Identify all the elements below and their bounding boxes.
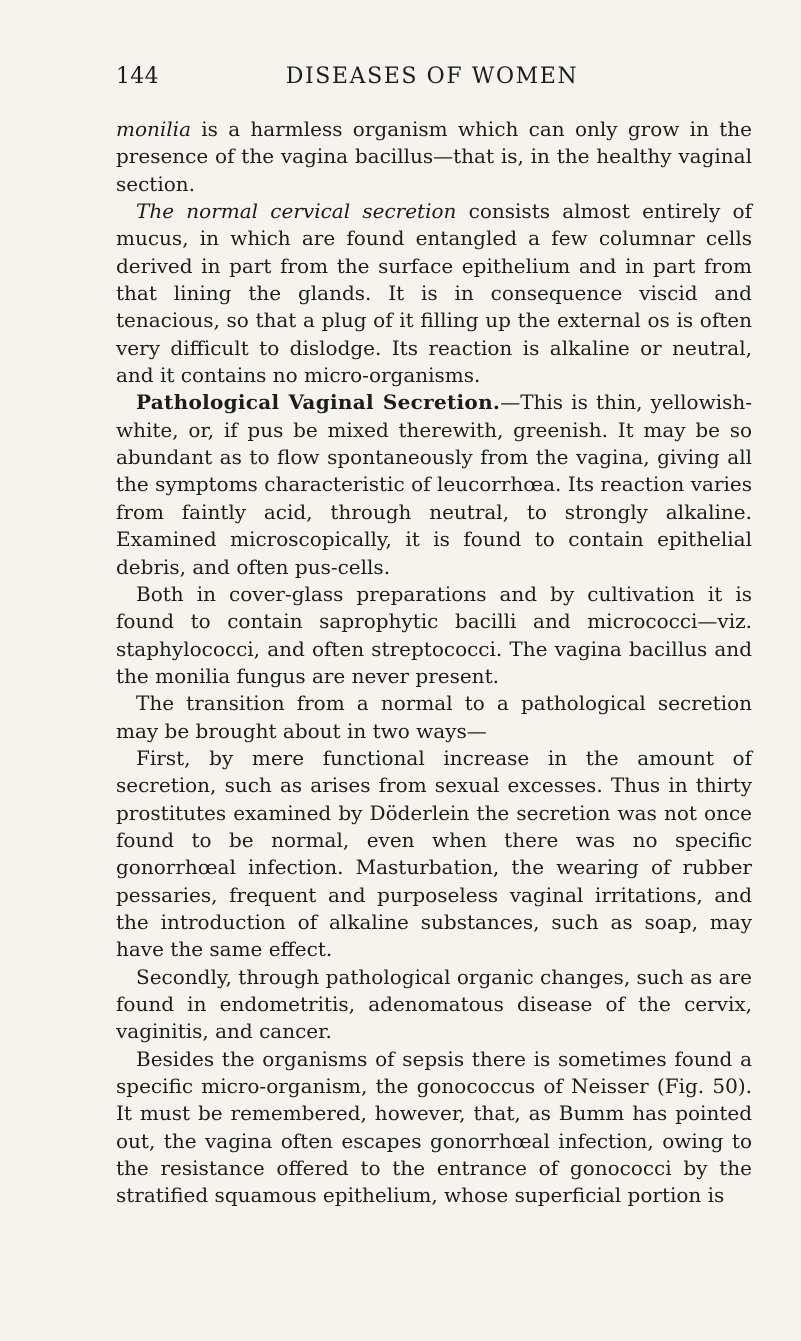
- paragraph-first-way: First, by mere functional increase in the amount of secretion, such as arises from sexual excesses. Thus in thirty prostitutes examined by Döderlein the secretion was not once found to be normal, even when there was no specific gonorrhœal infection. Masturbation, the wearing of rubber pessaries, frequent and purposeless vaginal irritations, and the introduction of alkaline substances, such as soap, may have the same effect.: [116, 745, 752, 962]
- body-text: [116, 116, 752, 1210]
- paragraph-text: consists almost entirely of mucus, in which are found entangled a few columnar cells derived in part from the surface epithelium and in part from that lining the glands. It is in consequence viscid and tenacious, so that a plug of it filling up the external os is often very difficult to dislodge. Its reaction is alkaline or neutral, and it contains no micro-organisms.: [116, 199, 753, 388]
- paragraph-text: is a harmless organism which can only grow in the presence of the vagina bacillus—that is, in the healthy vaginal section.: [116, 117, 752, 196]
- paragraph-cervical-secretion: [116, 198, 752, 389]
- section-heading-pathological-vaginal-secretion: Pathological Vaginal Secretion.: [136, 390, 501, 415]
- paragraph-second-way: Secondly, through pathological organic changes, such as are found in endometritis, adenomatous disease of the cervix, vaginitis, and cancer.: [116, 964, 752, 1044]
- page-header: [116, 64, 748, 96]
- paragraph-text: —This is thin, yellowish-white, or, if pus be mixed therewith, greenish. It may be so abundant as to flow spontaneously from the vagina, giving all the symptoms characteristic of leucorrhœa. Its reaction varies from faintly acid, through neutral, to strongly alkaline. Examined microscopically, it is found to contain epithelial debris, and often pus-cells.: [116, 390, 752, 579]
- paragraph-transition: The transition from a normal to a pathological secretion may be brought about in two ways—: [116, 691, 752, 743]
- paragraph-pathological-secretion: [116, 389, 752, 580]
- term-normal-cervical-secretion: The normal cervical secretion: [136, 199, 457, 224]
- term-monilia: monilia: [116, 117, 191, 141]
- paragraph-monilia: [116, 116, 752, 198]
- paragraph-cultivation: Both in cover-glass preparations and by cultivation it is found to contain saprophytic bacilli and micrococci—viz. staphylococci, and often streptococci. The vagina bacillus and the monilia fungus are never present.: [116, 581, 752, 688]
- running-head: DISEASES OF WOMEN: [285, 64, 579, 89]
- paragraph-gonococcus: Besides the organisms of sepsis there is sometimes found a specific micro-organism, the gonococcus of Neisser (Fig. 50). It must be remembered, however, that, as Bumm has pointed out, the vagina often escapes gonorrhœal infection, owing to the resistance offered to the entrance of gonococci by the stratified squamous epithelium, whose superficial portion is: [116, 1046, 752, 1208]
- page-number: 144: [116, 64, 159, 89]
